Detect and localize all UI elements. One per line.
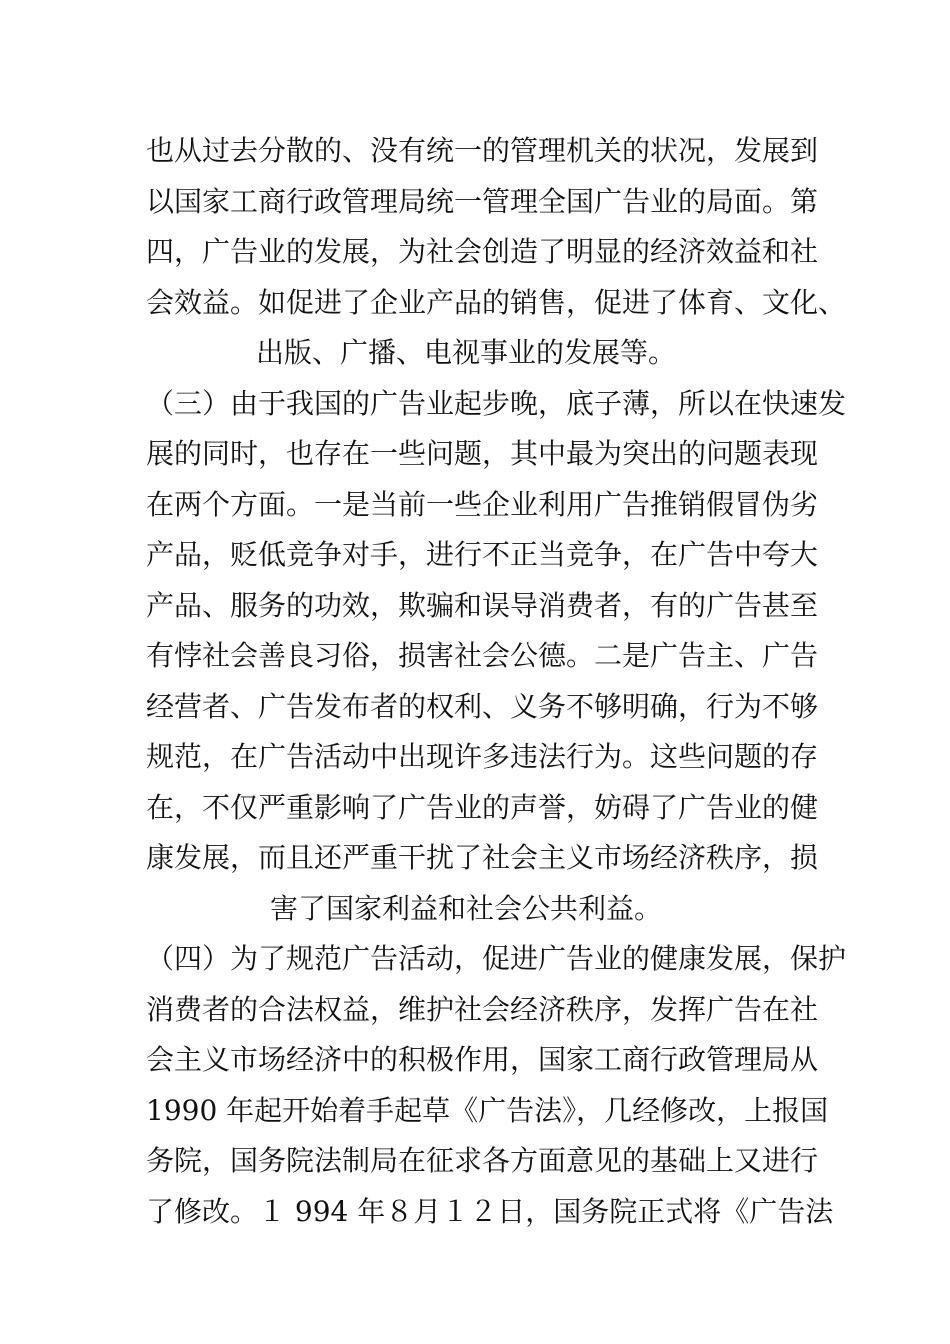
body-text: [146, 126, 847, 1237]
text-line: 四，广告业的发展，为社会创造了明显的经济效益和社: [146, 235, 819, 268]
text-line: 会效益。如促进了企业产品的销售，促进了体育、文化、: [146, 285, 847, 319]
text-line: 害了国家利益和社会公共利益。: [269, 891, 662, 925]
text-line: 康发展，而且还严重干扰了社会主义市场经济秩序，损: [146, 841, 819, 874]
text-line: 务院，国务院法制局在征求各方面意见的基础上又进行: [146, 1144, 819, 1177]
text-line: 规范，在广告活动中出现许多违法行为。这些问题的存: [146, 740, 819, 773]
text-line: （三）由于我国的广告业起步晚，底子薄，所以在快速发: [146, 386, 847, 420]
text-line: 会主义市场经济中的积极作用，国家工商行政管理局从: [146, 1043, 819, 1076]
text-line: 也从过去分散的、没有统一的管理机关的状况，发展到: [146, 134, 819, 167]
text-line: 产品，贬低竞争对手，进行不正当竞争，在广告中夸大: [146, 538, 819, 571]
text-line: 在，不仅严重影响了广告业的声誉，妨碍了广告业的健: [146, 790, 819, 824]
text-line: 以国家工商行政管理局统一管理全国广告业的局面。第: [146, 184, 819, 218]
text-line: 了修改。１ 994 年８月１２日，国务院正式将《广告法: [146, 1194, 834, 1228]
text-line: 有悖社会善良习俗，损害社会公德。二是广告主、广告: [146, 639, 819, 672]
text-line: 经营者、广告发布者的权利、义务不够明确，行为不够: [146, 689, 819, 723]
text-line: 消费者的合法权益，维护社会经济秩序，发挥广告在社: [146, 992, 819, 1026]
text-line: 在两个方面。一是当前一些企业利用广告推销假冒伪劣: [146, 487, 819, 521]
text-line: 产品、服务的功效，欺骗和误导消费者，有的广告甚至: [146, 588, 819, 622]
text-line: 1990 年起开始着手起草《广告法》，几经修改，上报国: [146, 1093, 829, 1127]
text-line: 出版、广播、电视事业的发展等。: [255, 336, 676, 369]
text-line: （四）为了规范广告活动，促进广告业的健康发展，保护: [146, 942, 847, 975]
text-line: 展的同时，也存在一些问题，其中最为突出的问题表现: [146, 437, 819, 470]
